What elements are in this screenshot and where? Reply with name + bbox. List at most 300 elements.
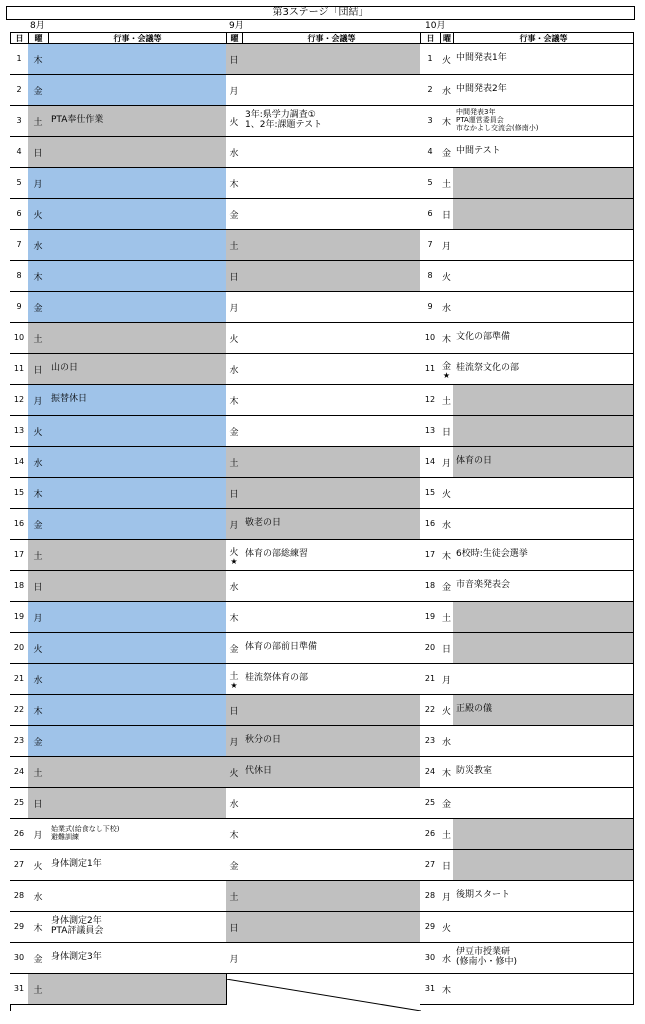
sep-weekday-label: 火 xyxy=(229,117,239,128)
header-weekday-aug: 曜 xyxy=(28,32,49,44)
aug-weekday: 金 xyxy=(28,292,49,323)
oct-event xyxy=(453,509,634,540)
oct-weekday-label: 木 xyxy=(441,551,451,562)
oct-event: 6校時:生徒会選挙 xyxy=(453,540,634,571)
sep-weekday xyxy=(226,106,243,137)
oct-event xyxy=(453,261,634,292)
oct-weekday-label: 土 xyxy=(441,179,451,190)
aug-event xyxy=(48,416,227,447)
aug-event: 振替休日 xyxy=(48,385,227,416)
aug-weekday: 日 xyxy=(28,354,49,385)
sep-weekday-label: 土 xyxy=(229,892,239,903)
aug-weekday: 日 xyxy=(28,137,49,168)
sep-event xyxy=(242,447,421,478)
oct-day-19: 19 xyxy=(420,602,441,633)
page-title: 第3ステージ「団結」 xyxy=(6,6,635,20)
oct-weekday-label: 金 xyxy=(441,799,451,810)
oct-weekday-label: 土 xyxy=(441,396,451,407)
aug-event xyxy=(48,664,227,695)
sep-weekday-label: 木 xyxy=(229,613,239,624)
oct-weekday-label: 月 xyxy=(441,458,451,469)
oct-weekday-label: 火 xyxy=(441,272,451,283)
aug-weekday: 水 xyxy=(28,230,49,261)
aug-day-16: 16 xyxy=(10,509,29,540)
aug-day-11: 11 xyxy=(10,354,29,385)
oct-weekday-label: 月 xyxy=(441,675,451,686)
sep-weekday-label: 月 xyxy=(229,520,239,531)
aug-weekday: 木 xyxy=(28,695,49,726)
star-icon: ★ xyxy=(230,556,238,566)
aug-weekday: 木 xyxy=(28,912,49,943)
oct-weekday xyxy=(440,416,454,447)
sep-weekday xyxy=(226,664,243,695)
sep-weekday xyxy=(226,75,243,106)
aug-day-1: 1 xyxy=(10,44,29,75)
sep-event xyxy=(242,137,421,168)
sep-weekday xyxy=(226,168,243,199)
aug-weekday: 火 xyxy=(28,633,49,664)
sep-weekday-label: 日 xyxy=(229,489,239,500)
aug-event xyxy=(48,168,227,199)
aug-event: 始業式(給食なし下校) 避難訓練 xyxy=(48,819,227,850)
sep-weekday xyxy=(226,912,243,943)
header-events-sep: 行事・会議等 xyxy=(242,32,421,44)
header-events-aug: 行事・会議等 xyxy=(48,32,227,44)
oct-weekday-label: 土 xyxy=(441,613,451,624)
sep-event xyxy=(242,323,421,354)
aug-event: 身体測定3年 xyxy=(48,943,227,974)
oct-day-22: 22 xyxy=(420,695,441,726)
sep-weekday-label: 水 xyxy=(229,148,239,159)
oct-weekday-label: 日 xyxy=(441,644,451,655)
oct-weekday-label: 火 xyxy=(441,923,451,934)
oct-event xyxy=(453,292,634,323)
aug-event xyxy=(48,323,227,354)
oct-weekday xyxy=(440,695,454,726)
aug-weekday: 金 xyxy=(28,726,49,757)
sep-weekday-label: 木 xyxy=(229,179,239,190)
sep-event xyxy=(242,881,421,912)
blank-cell-diagonal xyxy=(226,979,421,1011)
oct-event: 桂流祭文化の部 xyxy=(453,354,634,385)
oct-event: 中間発表1年 xyxy=(453,44,634,75)
aug-weekday: 土 xyxy=(28,106,49,137)
star-icon: ★ xyxy=(230,680,238,690)
sep-event: 桂流祭体育の部 xyxy=(242,664,421,695)
aug-weekday: 土 xyxy=(28,323,49,354)
oct-event: 防災教室 xyxy=(453,757,634,788)
sep-weekday xyxy=(226,323,243,354)
header-events-oct: 行事・会議等 xyxy=(453,32,634,44)
oct-event xyxy=(453,819,634,850)
oct-weekday xyxy=(440,447,454,478)
oct-weekday xyxy=(440,137,454,168)
month-label-sep: 9月 xyxy=(229,21,244,31)
aug-weekday: 火 xyxy=(28,850,49,881)
oct-weekday-label: 水 xyxy=(441,86,451,97)
oct-weekday xyxy=(440,633,454,664)
aug-day-4: 4 xyxy=(10,137,29,168)
header-weekday-oct: 曜 xyxy=(440,32,454,44)
oct-event xyxy=(453,788,634,819)
oct-weekday-label: 水 xyxy=(441,954,451,965)
sep-weekday xyxy=(226,819,243,850)
oct-weekday xyxy=(440,850,454,881)
oct-weekday xyxy=(440,292,454,323)
aug-weekday: 水 xyxy=(28,664,49,695)
sep-weekday xyxy=(226,199,243,230)
sep-event xyxy=(242,416,421,447)
sep-event xyxy=(242,478,421,509)
sep-weekday-label: 火 xyxy=(229,334,239,345)
aug-weekday: 金 xyxy=(28,75,49,106)
oct-event: 市音楽発表会 xyxy=(453,571,634,602)
sep-weekday xyxy=(226,137,243,168)
aug-event xyxy=(48,478,227,509)
oct-weekday xyxy=(440,199,454,230)
oct-day-8: 8 xyxy=(420,261,441,292)
sep-event: 敬老の日 xyxy=(242,509,421,540)
aug-day-28: 28 xyxy=(10,881,29,912)
aug-event xyxy=(48,137,227,168)
sep-event xyxy=(242,292,421,323)
aug-day-25: 25 xyxy=(10,788,29,819)
oct-weekday xyxy=(440,106,454,137)
oct-weekday-label: 月 xyxy=(441,892,451,903)
sep-weekday xyxy=(226,385,243,416)
sep-weekday xyxy=(226,602,243,633)
oct-event xyxy=(453,416,634,447)
oct-event xyxy=(453,230,634,261)
oct-event xyxy=(453,168,634,199)
sep-weekday-label: 木 xyxy=(229,830,239,841)
aug-event: 身体測定2年 PTA評議員会 xyxy=(48,912,227,943)
aug-event xyxy=(48,540,227,571)
oct-day-18: 18 xyxy=(420,571,441,602)
sep-weekday xyxy=(226,447,243,478)
aug-day-13: 13 xyxy=(10,416,29,447)
aug-weekday: 月 xyxy=(28,168,49,199)
oct-day-20: 20 xyxy=(420,633,441,664)
oct-weekday-label: 金 xyxy=(441,582,451,593)
aug-weekday: 日 xyxy=(28,571,49,602)
aug-event xyxy=(48,261,227,292)
aug-event xyxy=(48,571,227,602)
sep-weekday-label: 日 xyxy=(229,272,239,283)
oct-day-11: 11 xyxy=(420,354,441,385)
oct-weekday-label: 金 xyxy=(441,361,451,372)
oct-weekday xyxy=(440,664,454,695)
sep-weekday-label: 水 xyxy=(229,365,239,376)
aug-day-12: 12 xyxy=(10,385,29,416)
sep-event: 体育の部前日準備 xyxy=(242,633,421,664)
aug-event xyxy=(48,75,227,106)
oct-day-6: 6 xyxy=(420,199,441,230)
oct-weekday xyxy=(440,44,454,75)
aug-event xyxy=(48,881,227,912)
sep-weekday-label: 日 xyxy=(229,706,239,717)
oct-weekday xyxy=(440,323,454,354)
aug-day-21: 21 xyxy=(10,664,29,695)
oct-event: 体育の日 xyxy=(453,447,634,478)
sep-weekday-label: 月 xyxy=(229,954,239,965)
oct-day-30: 30 xyxy=(420,943,441,974)
aug-day-20: 20 xyxy=(10,633,29,664)
oct-day-25: 25 xyxy=(420,788,441,819)
header-day-oct: 日 xyxy=(420,32,441,44)
sep-weekday-label: 月 xyxy=(229,737,239,748)
aug-event: 山の日 xyxy=(48,354,227,385)
sep-event xyxy=(242,230,421,261)
oct-weekday-label: 日 xyxy=(441,427,451,438)
sep-weekday-label: 金 xyxy=(229,861,239,872)
aug-day-14: 14 xyxy=(10,447,29,478)
sep-event xyxy=(242,819,421,850)
aug-weekday: 金 xyxy=(28,943,49,974)
oct-weekday-label: 水 xyxy=(441,303,451,314)
sep-weekday-label: 金 xyxy=(229,644,239,655)
sep-weekday xyxy=(226,633,243,664)
oct-event xyxy=(453,850,634,881)
header-day-aug: 日 xyxy=(10,32,29,44)
oct-day-4: 4 xyxy=(420,137,441,168)
oct-event: 中間発表2年 xyxy=(453,75,634,106)
sep-event: 体育の部総練習 xyxy=(242,540,421,571)
sep-weekday xyxy=(226,788,243,819)
aug-day-15: 15 xyxy=(10,478,29,509)
sep-event: 3年:県学力調査① 1、2年:課題テスト xyxy=(242,106,421,137)
aug-day-30: 30 xyxy=(10,943,29,974)
sep-weekday-label: 水 xyxy=(229,582,239,593)
sep-event xyxy=(242,385,421,416)
oct-event xyxy=(453,974,634,1005)
sep-event xyxy=(242,695,421,726)
sep-event xyxy=(242,602,421,633)
aug-day-3: 3 xyxy=(10,106,29,137)
aug-event xyxy=(48,44,227,75)
aug-weekday: 木 xyxy=(28,44,49,75)
aug-day-6: 6 xyxy=(10,199,29,230)
aug-day-31: 31 xyxy=(10,974,29,1005)
sep-weekday-label: 木 xyxy=(229,396,239,407)
aug-weekday: 火 xyxy=(28,416,49,447)
aug-event xyxy=(48,602,227,633)
sep-weekday-label: 火 xyxy=(229,547,239,558)
oct-day-5: 5 xyxy=(420,168,441,199)
oct-day-1: 1 xyxy=(420,44,441,75)
oct-weekday-label: 木 xyxy=(441,768,451,779)
aug-event xyxy=(48,199,227,230)
aug-event xyxy=(48,695,227,726)
aug-weekday: 土 xyxy=(28,540,49,571)
sep-weekday xyxy=(226,695,243,726)
sep-weekday-label: 水 xyxy=(229,799,239,810)
sep-weekday xyxy=(226,44,243,75)
sep-weekday xyxy=(226,726,243,757)
oct-day-24: 24 xyxy=(420,757,441,788)
oct-day-23: 23 xyxy=(420,726,441,757)
aug-event xyxy=(48,292,227,323)
oct-weekday xyxy=(440,912,454,943)
oct-day-27: 27 xyxy=(420,850,441,881)
oct-event: 伊豆市授業研 (修南小・修中) xyxy=(453,943,634,974)
sep-event xyxy=(242,168,421,199)
oct-weekday xyxy=(440,509,454,540)
aug-weekday: 木 xyxy=(28,478,49,509)
sep-event xyxy=(242,912,421,943)
sep-weekday xyxy=(226,571,243,602)
month-label-aug: 8月 xyxy=(30,21,45,31)
aug-day-10: 10 xyxy=(10,323,29,354)
aug-day-19: 19 xyxy=(10,602,29,633)
oct-day-3: 3 xyxy=(420,106,441,137)
aug-event: 身体測定1年 xyxy=(48,850,227,881)
sep-weekday xyxy=(226,850,243,881)
oct-event xyxy=(453,385,634,416)
aug-event xyxy=(48,230,227,261)
oct-day-10: 10 xyxy=(420,323,441,354)
oct-event: 正殿の儀 xyxy=(453,695,634,726)
aug-weekday: 土 xyxy=(28,757,49,788)
oct-day-28: 28 xyxy=(420,881,441,912)
sep-weekday-label: 土 xyxy=(229,671,239,682)
sep-weekday xyxy=(226,230,243,261)
oct-event xyxy=(453,478,634,509)
oct-day-9: 9 xyxy=(420,292,441,323)
sep-event xyxy=(242,261,421,292)
sep-weekday xyxy=(226,261,243,292)
aug-day-7: 7 xyxy=(10,230,29,261)
oct-weekday xyxy=(440,602,454,633)
oct-day-17: 17 xyxy=(420,540,441,571)
aug-weekday: 土 xyxy=(28,974,49,1005)
aug-day-24: 24 xyxy=(10,757,29,788)
sep-weekday xyxy=(226,757,243,788)
aug-day-5: 5 xyxy=(10,168,29,199)
oct-weekday xyxy=(440,881,454,912)
oct-weekday xyxy=(440,726,454,757)
oct-weekday xyxy=(440,230,454,261)
aug-event xyxy=(48,509,227,540)
oct-weekday xyxy=(440,478,454,509)
aug-weekday: 火 xyxy=(28,199,49,230)
sep-weekday-label: 日 xyxy=(229,55,239,66)
oct-event xyxy=(453,199,634,230)
sep-weekday xyxy=(226,943,243,974)
sep-weekday-label: 土 xyxy=(229,458,239,469)
aug-weekday: 金 xyxy=(28,509,49,540)
oct-weekday-label: 火 xyxy=(441,706,451,717)
oct-weekday xyxy=(440,788,454,819)
oct-day-29: 29 xyxy=(420,912,441,943)
oct-event: 中間テスト xyxy=(453,137,634,168)
sep-event: 代休日 xyxy=(242,757,421,788)
oct-weekday xyxy=(440,540,454,571)
sep-event xyxy=(242,943,421,974)
sep-weekday-label: 月 xyxy=(229,303,239,314)
sep-weekday-label: 土 xyxy=(229,241,239,252)
sep-event xyxy=(242,44,421,75)
sep-weekday xyxy=(226,509,243,540)
aug-day-17: 17 xyxy=(10,540,29,571)
oct-weekday-label: 火 xyxy=(441,489,451,500)
sep-event: 秋分の日 xyxy=(242,726,421,757)
oct-weekday xyxy=(440,974,454,1005)
oct-day-26: 26 xyxy=(420,819,441,850)
aug-weekday: 水 xyxy=(28,881,49,912)
oct-weekday-label: 土 xyxy=(441,830,451,841)
star-icon: ★ xyxy=(442,370,451,380)
oct-weekday xyxy=(440,757,454,788)
oct-weekday xyxy=(440,943,454,974)
oct-weekday-label: 水 xyxy=(441,737,451,748)
aug-event xyxy=(48,726,227,757)
month-label-oct: 10月 xyxy=(425,21,446,31)
aug-weekday: 月 xyxy=(28,819,49,850)
oct-weekday xyxy=(440,168,454,199)
oct-event xyxy=(453,664,634,695)
sep-weekday xyxy=(226,540,243,571)
oct-event xyxy=(453,602,634,633)
sep-weekday-label: 金 xyxy=(229,427,239,438)
aug-event xyxy=(48,757,227,788)
sep-weekday xyxy=(226,478,243,509)
aug-day-2: 2 xyxy=(10,75,29,106)
sep-weekday xyxy=(226,416,243,447)
oct-weekday-label: 火 xyxy=(441,55,451,66)
sep-weekday-label: 月 xyxy=(229,86,239,97)
sep-weekday-label: 日 xyxy=(229,923,239,934)
oct-day-21: 21 xyxy=(420,664,441,695)
oct-event xyxy=(453,726,634,757)
oct-weekday-label: 木 xyxy=(441,985,451,996)
sep-event xyxy=(242,75,421,106)
aug-weekday: 月 xyxy=(28,385,49,416)
aug-day-26: 26 xyxy=(10,819,29,850)
aug-event xyxy=(48,788,227,819)
oct-weekday xyxy=(440,75,454,106)
aug-day-9: 9 xyxy=(10,292,29,323)
aug-day-29: 29 xyxy=(10,912,29,943)
oct-day-31: 31 xyxy=(420,974,441,1005)
oct-day-12: 12 xyxy=(420,385,441,416)
aug-weekday: 水 xyxy=(28,447,49,478)
sep-weekday-label: 金 xyxy=(229,210,239,221)
sep-weekday-label: 火 xyxy=(229,768,239,779)
oct-day-7: 7 xyxy=(420,230,441,261)
header-weekday-sep: 曜 xyxy=(226,32,243,44)
oct-day-16: 16 xyxy=(420,509,441,540)
oct-weekday xyxy=(440,819,454,850)
aug-day-22: 22 xyxy=(10,695,29,726)
aug-weekday: 日 xyxy=(28,788,49,819)
oct-day-14: 14 xyxy=(420,447,441,478)
sep-weekday xyxy=(226,881,243,912)
sep-weekday xyxy=(226,292,243,323)
oct-weekday xyxy=(440,354,454,385)
aug-event xyxy=(48,447,227,478)
oct-weekday xyxy=(440,571,454,602)
sep-event xyxy=(242,788,421,819)
aug-event: PTA奉仕作業 xyxy=(48,106,227,137)
sep-event xyxy=(242,199,421,230)
aug-event xyxy=(48,633,227,664)
oct-event xyxy=(453,633,634,664)
sep-event xyxy=(242,571,421,602)
aug-weekday: 月 xyxy=(28,602,49,633)
aug-day-27: 27 xyxy=(10,850,29,881)
oct-day-15: 15 xyxy=(420,478,441,509)
